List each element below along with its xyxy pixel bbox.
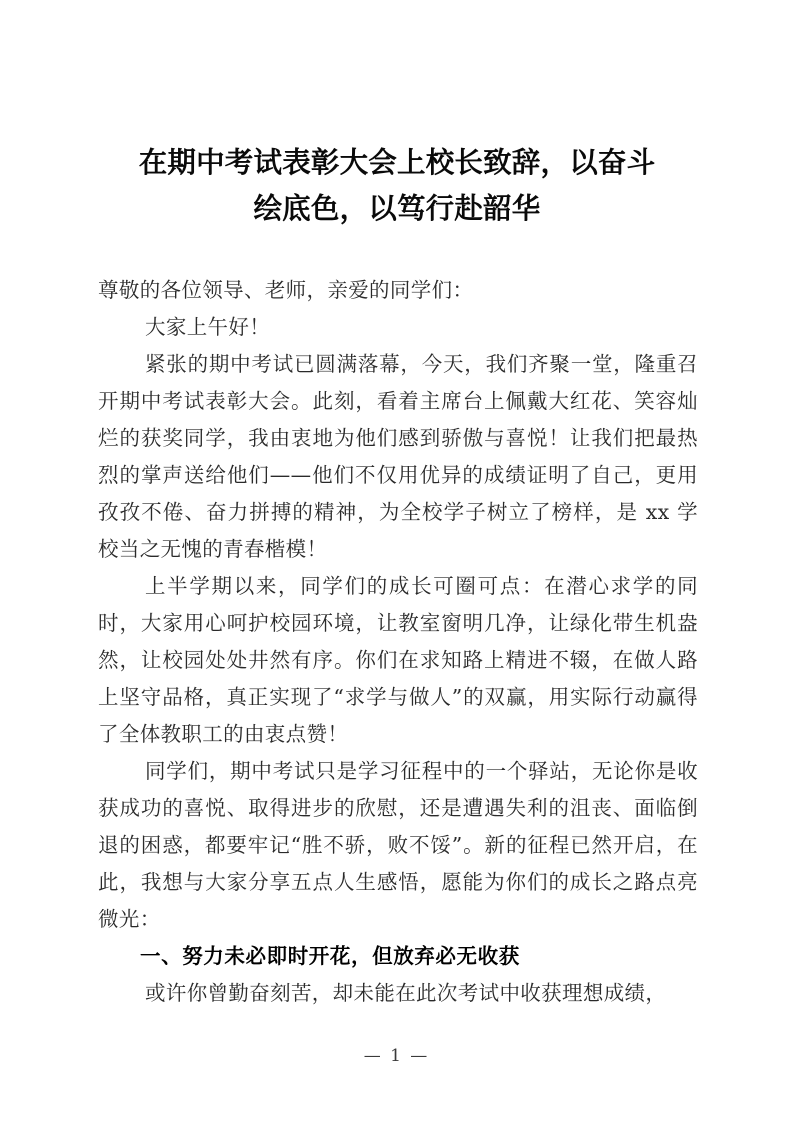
paragraph-growth: 上半学期以来，同学们的成长可圈可点：在潜心求学的同时，大家用心呵护校园环境，让教室窗明几净，让绿化带生机盎然，让校园处处井然有序。你们在求知路上精进不辍，在做人路上坚守品格，真正实现了“求学与做人”的双赢，用实际行动赢得了全体教职工的由衷点赞！ — [98, 574, 698, 746]
paragraph-greeting: 大家上午好！ — [145, 315, 271, 339]
paragraph-journey: 同学们，期中考试只是学习征程中的一个驿站，无论你是收获成功的喜悦、取得进步的欣慰，还是遭遇失利的沮丧、面临倒退的困惑，都要牢记“胜不骄，败不馁”。新的征程已然开启，在此，我想与大家分享五点人生感悟，愿能为你们的成长之路点亮微光： — [98, 759, 698, 931]
page-title-line-2: 绘底色，以笃行赴韶华 — [253, 192, 541, 225]
document-body — [98, 272, 698, 1012]
paragraph-opening: 紧张的期中考试已圆满落幕，今天，我们齐聚一堂，隆重召开期中考试表彰大会。此刻，看着主席台上佩戴大红花、笑容灿烂的获奖同学，我由衷地为他们感到骄傲与喜悦！让我们把最热烈的掌声送给他们——他们不仅用优异的成绩证明了自己，更用孜孜不倦、奋力拼搏的精神，为全校学子树立了榜样，是 xx 学校当之无愧的青春楷模！ — [98, 352, 698, 561]
page-footer: — 1 — — [363, 1046, 430, 1066]
paragraph-salutation: 尊敬的各位领导、老师，亲爱的同学们： — [98, 278, 474, 302]
page-title — [98, 140, 696, 232]
section-heading-one: 一、努力未必即时开花，但放弃必无收获 — [140, 944, 520, 968]
paragraph-section-one-body: 或许你曾勤奋刻苦，却未能在此次考试中收获理想成绩， — [145, 981, 667, 1005]
page-title-line-1: 在期中考试表彰大会上校长致辞，以奋斗 — [138, 146, 656, 179]
